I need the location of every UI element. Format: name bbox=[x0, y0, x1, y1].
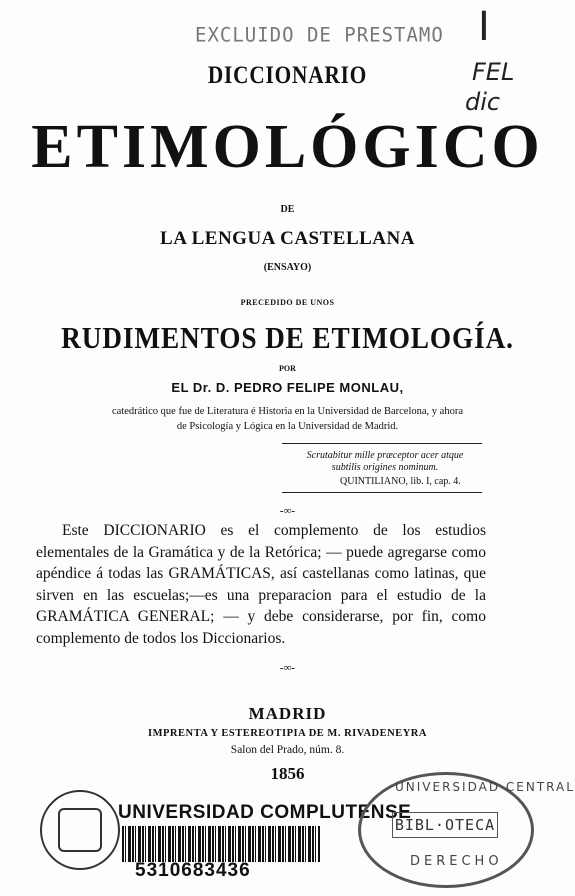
university-label: UNIVERSIDAD COMPLUTENSE bbox=[118, 802, 412, 823]
title-precedido: PRECEDIDO DE UNOS bbox=[240, 298, 335, 307]
title-main: ETIMOLÓGICO bbox=[31, 113, 544, 181]
author-description bbox=[0, 404, 575, 434]
handwritten-note-2: dic bbox=[465, 88, 501, 116]
epigraph-rule-top bbox=[282, 443, 482, 444]
imprint-year: 1856 bbox=[270, 764, 305, 783]
handwritten-note-1: FEL bbox=[472, 58, 515, 86]
author-description-1: catedrático que fue de Literatura é Historia en la Universidad de Barcelona, y ahora bbox=[111, 406, 463, 417]
epigraph-source: QUINTILIANO, lib. I, cap. 4. bbox=[340, 476, 461, 487]
library-stamp-center: BIBL·OTECA bbox=[394, 816, 496, 834]
library-stamp-bottom: DERECHO bbox=[410, 854, 503, 869]
coat-of-arms-icon bbox=[58, 808, 102, 852]
title-por: POR bbox=[279, 364, 296, 373]
description-text: Este DICCIONARIO es el complemento de los estudios elementales de la Gramática y de la Retórica; — puede agregarse como apéndice á todas las GRAMÁTICAS, así castellanas como latinas, que sirven en las escuelas;—es una preparacion para el estudio de la GRAMÁTICA GENERAL; — y debe considerarse, por fin, como complemento de todos los Diccionarios. bbox=[36, 522, 486, 647]
title-line-4: RUDIMENTOS DE ETIMOLOGÍA. bbox=[61, 320, 514, 355]
ornament-1: -∞- bbox=[279, 505, 296, 517]
epigraph-line-1: Scrutabitur mille præceptor acer atque bbox=[306, 450, 464, 461]
imprint-address: Salon del Prado, núm. 8. bbox=[230, 744, 345, 756]
author-description-2: de Psicología y Lógica en la Universidad de Madrid. bbox=[176, 421, 399, 432]
title-ensayo: (ENSAYO) bbox=[263, 262, 312, 273]
library-stamp-top: UNIVERSIDAD CENTRAL bbox=[395, 780, 575, 794]
epigraph-rule-bottom bbox=[282, 492, 482, 493]
excluded-stamp: EXCLUIDO DE PRESTAMO bbox=[195, 23, 444, 47]
barcode-number: 5310683436 bbox=[135, 860, 251, 881]
author-name: EL Dr. D. PEDRO FELIPE MONLAU, bbox=[171, 380, 404, 395]
barcode bbox=[122, 826, 320, 862]
title-line-1: DICCIONARIO bbox=[207, 62, 368, 89]
epigraph-line-2: subtilis origines nominum. bbox=[331, 462, 439, 473]
handwritten-mark: I bbox=[478, 4, 490, 50]
imprint-city: MADRID bbox=[248, 704, 327, 723]
ornament-2: -∞- bbox=[279, 662, 296, 674]
imprint-press: IMPRENTA Y ESTEREOTIPIA DE M. RIVADENEYRA bbox=[148, 728, 427, 739]
title-line-3: LA LENGUA CASTELLANA bbox=[160, 228, 415, 249]
epigraph bbox=[290, 450, 480, 474]
description-paragraph bbox=[36, 520, 486, 649]
title-de: DE bbox=[280, 204, 295, 215]
